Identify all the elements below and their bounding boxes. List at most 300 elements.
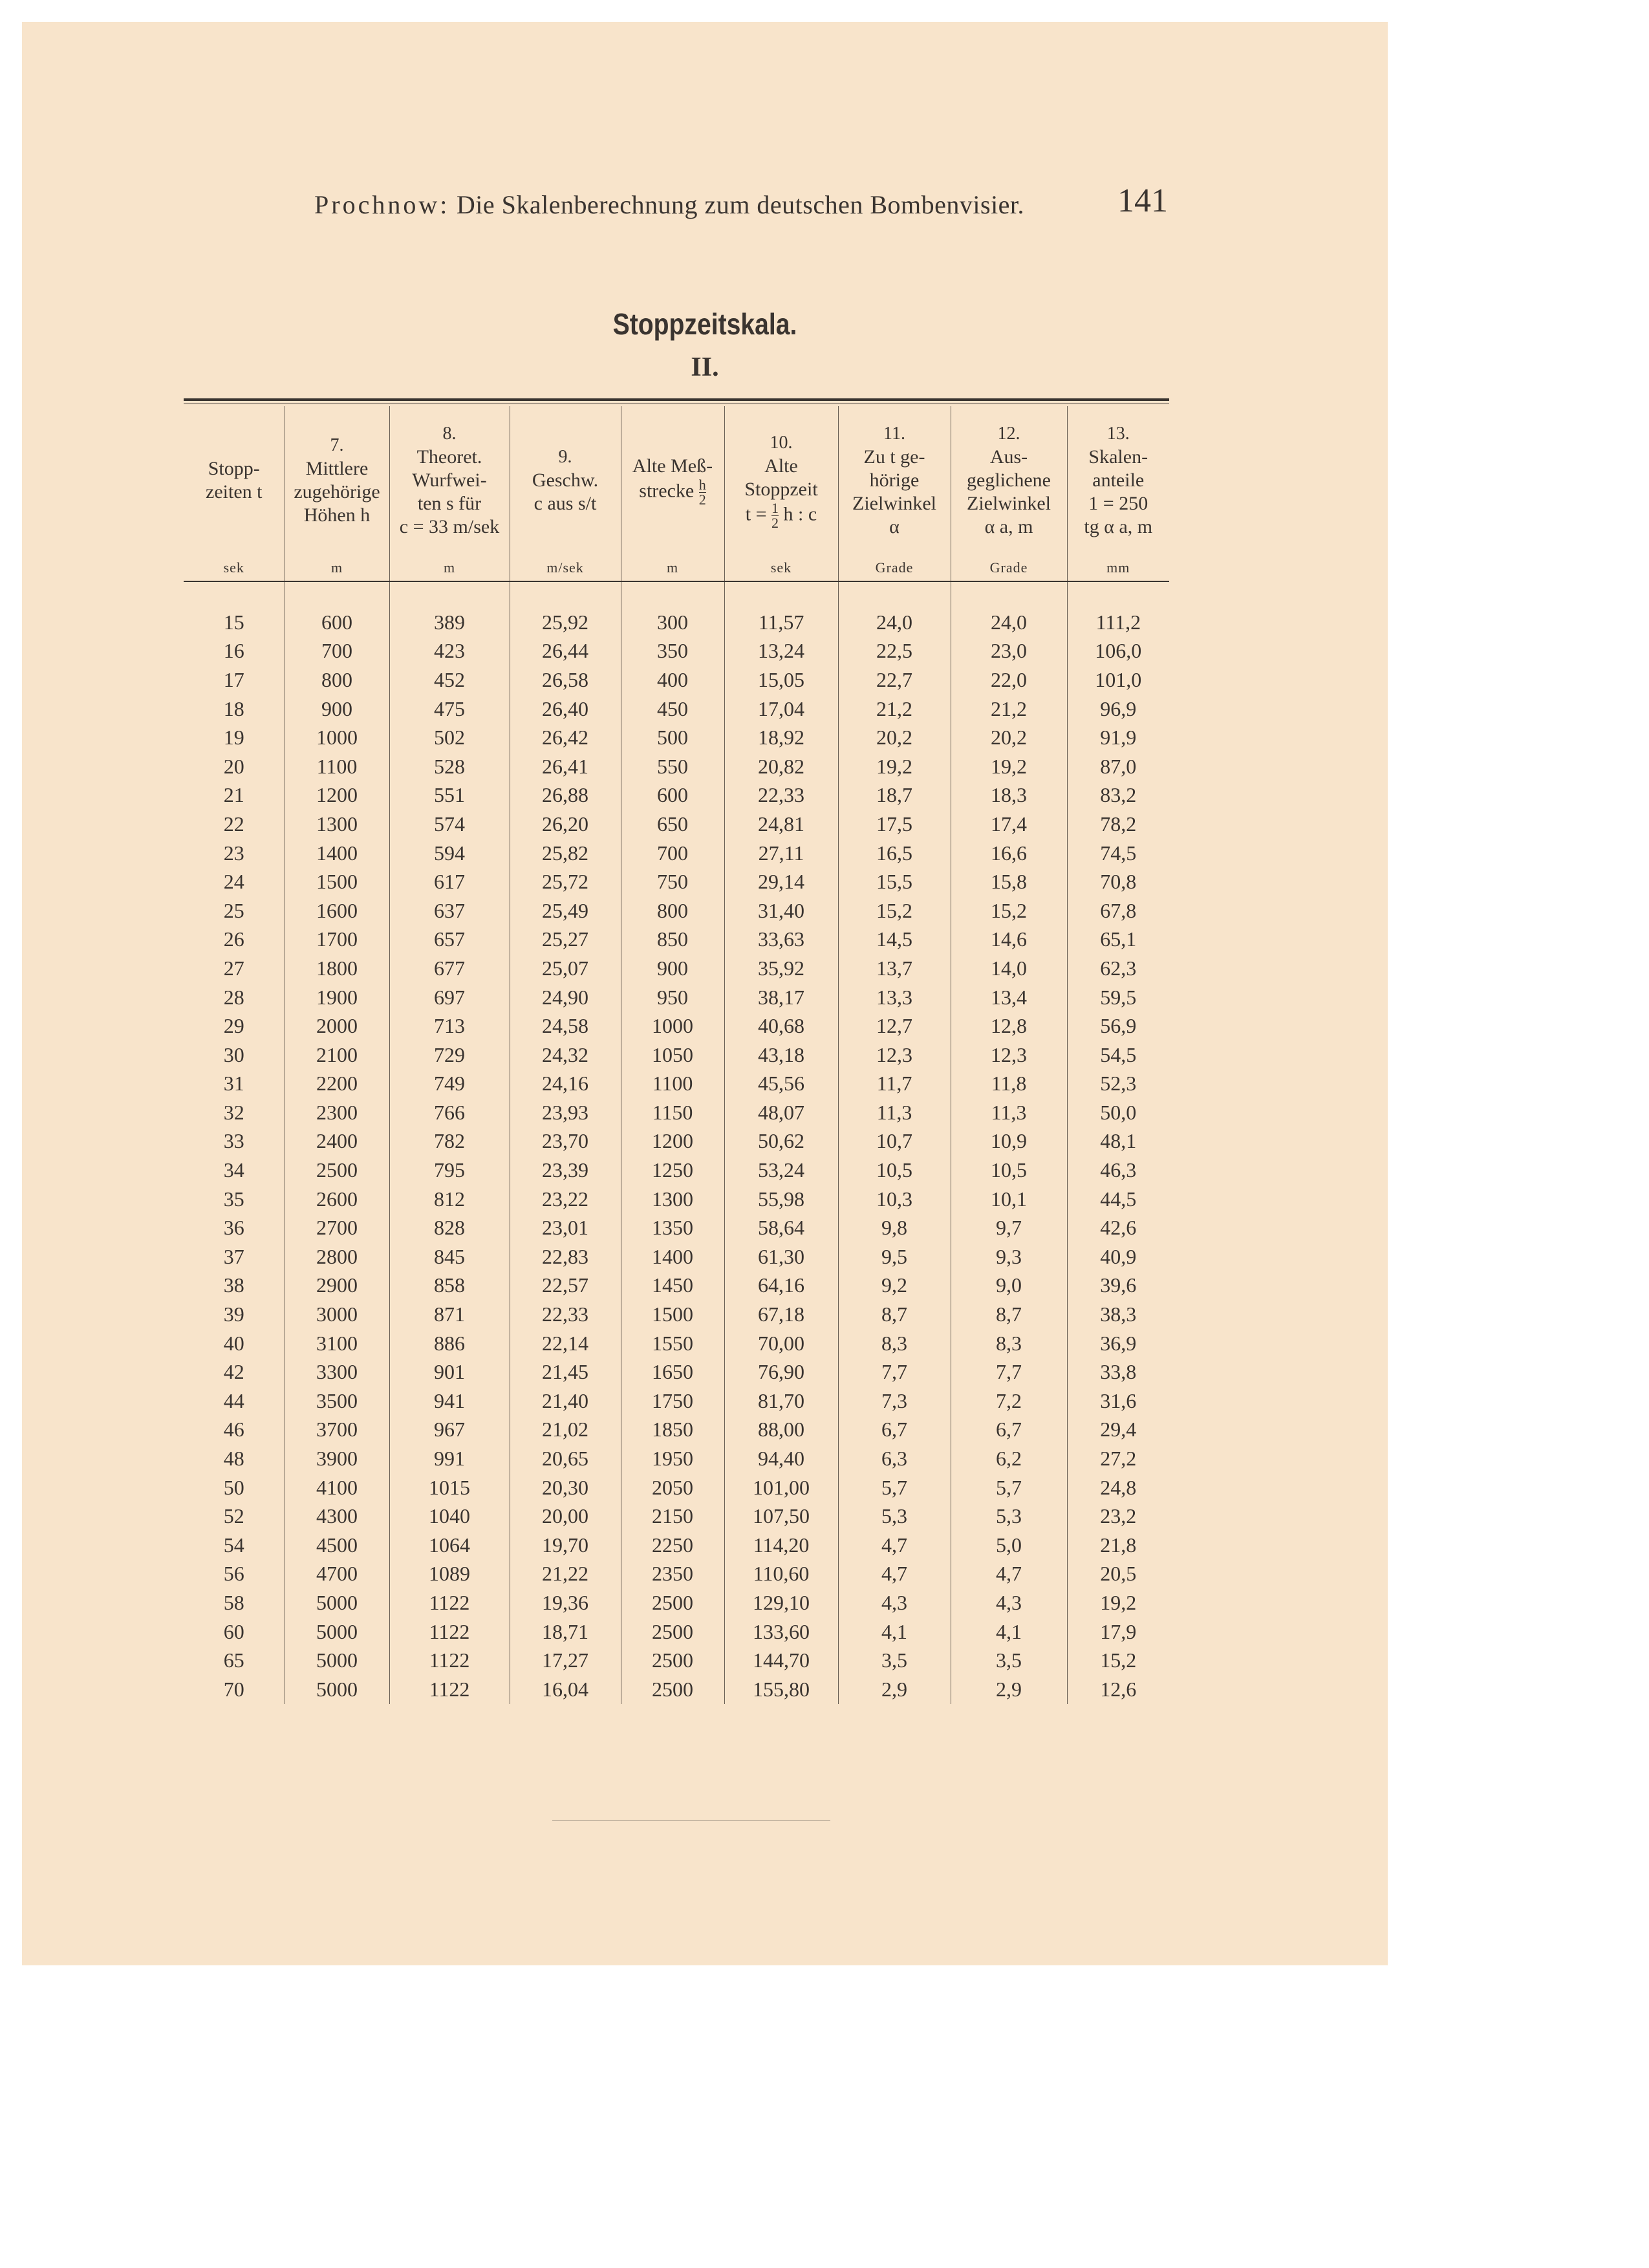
table-cell: 12,8 bbox=[951, 1011, 1067, 1041]
table-cell: 18,7 bbox=[838, 781, 951, 810]
table-cell: 13,4 bbox=[951, 983, 1067, 1012]
table-cell: 574 bbox=[389, 810, 510, 839]
table-cell: 17,9 bbox=[1067, 1617, 1169, 1647]
table-cell: 3000 bbox=[285, 1300, 389, 1329]
table-cell: 2500 bbox=[621, 1588, 724, 1617]
table-cell: 76,90 bbox=[724, 1357, 838, 1387]
table-cell: 20,2 bbox=[951, 723, 1067, 752]
table-cell: 26,88 bbox=[510, 781, 621, 810]
table-row bbox=[184, 695, 1169, 724]
table-cell: 1550 bbox=[621, 1329, 724, 1358]
table-cell: 3100 bbox=[285, 1329, 389, 1358]
table-cell: 29,14 bbox=[724, 867, 838, 896]
table-cell: 766 bbox=[389, 1098, 510, 1127]
unit-cell: sek bbox=[184, 555, 285, 581]
table-cell: 13,3 bbox=[838, 983, 951, 1012]
table-cell: 2050 bbox=[621, 1473, 724, 1502]
table-cell: 24,0 bbox=[838, 581, 951, 637]
table-cell: 2150 bbox=[621, 1502, 724, 1531]
table-cell: 24,81 bbox=[724, 810, 838, 839]
table-cell: 1122 bbox=[389, 1617, 510, 1647]
table-cell: 37 bbox=[223, 1244, 244, 1268]
table-cell: 15,2 bbox=[838, 896, 951, 925]
table-cell: 22,0 bbox=[951, 665, 1067, 695]
table-cell: 25 bbox=[223, 898, 244, 922]
table-cell: 700 bbox=[285, 637, 389, 666]
table-cell: 40 bbox=[223, 1331, 244, 1355]
table-cell: 58,64 bbox=[724, 1213, 838, 1242]
table-cell: 20,65 bbox=[510, 1444, 621, 1473]
table-cell: 50,0 bbox=[1067, 1098, 1169, 1127]
table-cell: 11,57 bbox=[724, 581, 838, 637]
table-cell: 1250 bbox=[621, 1156, 724, 1185]
table-cell: 35 bbox=[223, 1187, 244, 1211]
table-row bbox=[184, 1271, 1169, 1301]
table-cell: 8,7 bbox=[951, 1300, 1067, 1329]
table-cell: 12,3 bbox=[951, 1041, 1067, 1070]
table-row bbox=[184, 1041, 1169, 1070]
table-row bbox=[184, 925, 1169, 955]
table-cell: 1150 bbox=[621, 1098, 724, 1127]
table-cell: 83,2 bbox=[1067, 781, 1169, 810]
table-cell: 1600 bbox=[285, 896, 389, 925]
table-cell: 2350 bbox=[621, 1560, 724, 1589]
table-cell: 22 bbox=[223, 812, 244, 836]
table-cell: 54 bbox=[223, 1533, 244, 1557]
table-cell: 1500 bbox=[621, 1300, 724, 1329]
table-cell: 400 bbox=[621, 665, 724, 695]
table-cell: 7,2 bbox=[951, 1387, 1067, 1416]
table-cell: 1500 bbox=[285, 867, 389, 896]
table-cell: 101,00 bbox=[724, 1473, 838, 1502]
table-cell: 9,0 bbox=[951, 1271, 1067, 1301]
table-cell: 15 bbox=[223, 610, 244, 634]
table-cell: 1064 bbox=[389, 1531, 510, 1560]
table-cell: 3,5 bbox=[838, 1646, 951, 1675]
table-cell: 31,6 bbox=[1067, 1387, 1169, 1416]
table-cell: 19 bbox=[223, 726, 244, 750]
table-cell: 1450 bbox=[621, 1271, 724, 1301]
table-cell: 114,20 bbox=[724, 1531, 838, 1560]
table-cell: 3500 bbox=[285, 1387, 389, 1416]
table-cell: 39 bbox=[223, 1302, 244, 1326]
table-cell: 7,7 bbox=[838, 1357, 951, 1387]
table-cell: 1050 bbox=[621, 1041, 724, 1070]
table-cell: 1200 bbox=[621, 1127, 724, 1156]
table-cell: 21,8 bbox=[1067, 1531, 1169, 1560]
table-cell: 1200 bbox=[285, 781, 389, 810]
table-cell: 1000 bbox=[621, 1011, 724, 1041]
stoppzeit-table bbox=[184, 406, 1169, 1704]
table-cell: 67,18 bbox=[724, 1300, 838, 1329]
table-cell: 24,8 bbox=[1067, 1473, 1169, 1502]
table-cell: 21 bbox=[223, 783, 244, 807]
table-cell: 33 bbox=[223, 1129, 244, 1153]
table-cell: 11,3 bbox=[838, 1098, 951, 1127]
table-cell: 70,8 bbox=[1067, 867, 1169, 896]
table-cell: 91,9 bbox=[1067, 723, 1169, 752]
table-cell: 26,44 bbox=[510, 637, 621, 666]
table-cell: 9,7 bbox=[951, 1213, 1067, 1242]
table-cell: 23,93 bbox=[510, 1098, 621, 1127]
table-cell: 1800 bbox=[285, 954, 389, 983]
table-cell: 886 bbox=[389, 1329, 510, 1358]
table-row bbox=[184, 1416, 1169, 1445]
table-cell: 967 bbox=[389, 1416, 510, 1445]
table-cell: 4300 bbox=[285, 1502, 389, 1531]
table-cell: 28 bbox=[223, 985, 244, 1009]
table-cell: 21,2 bbox=[838, 695, 951, 724]
table-cell: 38 bbox=[223, 1273, 244, 1297]
table-cell: 65,1 bbox=[1067, 925, 1169, 955]
table-cell: 21,45 bbox=[510, 1357, 621, 1387]
table-cell: 36,9 bbox=[1067, 1329, 1169, 1358]
table-cell: 10,5 bbox=[951, 1156, 1067, 1185]
table-cell: 13,7 bbox=[838, 954, 951, 983]
table-cell: 2000 bbox=[285, 1011, 389, 1041]
table-cell: 48,07 bbox=[724, 1098, 838, 1127]
book-page bbox=[22, 22, 1388, 1965]
table-row bbox=[184, 1675, 1169, 1704]
table-cell: 20 bbox=[223, 754, 244, 778]
table-cell: 4700 bbox=[285, 1560, 389, 1589]
table-cell: 44 bbox=[223, 1388, 244, 1412]
table-row bbox=[184, 1357, 1169, 1387]
table-cell: 5000 bbox=[285, 1675, 389, 1704]
table-cell: 88,00 bbox=[724, 1416, 838, 1445]
table-cell: 1400 bbox=[621, 1242, 724, 1271]
table-row bbox=[184, 1387, 1169, 1416]
table-cell: 14,5 bbox=[838, 925, 951, 955]
table-row bbox=[184, 1098, 1169, 1127]
table-cell: 9,8 bbox=[838, 1213, 951, 1242]
table-cell: 8,3 bbox=[951, 1329, 1067, 1358]
table-cell: 74,5 bbox=[1067, 839, 1169, 868]
table-row bbox=[184, 867, 1169, 896]
col-header-stoppzeiten: Stopp- zeiten t bbox=[206, 458, 263, 502]
table-cell: 2700 bbox=[285, 1213, 389, 1242]
table-row bbox=[184, 665, 1169, 695]
table-cell: 550 bbox=[621, 752, 724, 781]
table-cell: 800 bbox=[621, 896, 724, 925]
table-cell: 38,3 bbox=[1067, 1300, 1169, 1329]
table-cell: 15,8 bbox=[951, 867, 1067, 896]
table-cell: 1015 bbox=[389, 1473, 510, 1502]
table-cell: 106,0 bbox=[1067, 637, 1169, 666]
table-cell: 10,1 bbox=[951, 1185, 1067, 1214]
table-cell: 795 bbox=[389, 1156, 510, 1185]
table-cell: 828 bbox=[389, 1213, 510, 1242]
table-cell: 4,7 bbox=[838, 1531, 951, 1560]
table-cell: 7,3 bbox=[838, 1387, 951, 1416]
table-body bbox=[184, 581, 1169, 1704]
unit-cell: m/sek bbox=[510, 555, 621, 581]
table-cell: 70 bbox=[223, 1677, 244, 1701]
table-cell: 713 bbox=[389, 1011, 510, 1041]
table-cell: 3300 bbox=[285, 1357, 389, 1387]
table-cell: 25,07 bbox=[510, 954, 621, 983]
table-cell: 450 bbox=[621, 695, 724, 724]
table-cell: 22,83 bbox=[510, 1242, 621, 1271]
table-cell: 29,4 bbox=[1067, 1416, 1169, 1445]
table-cell: 452 bbox=[389, 665, 510, 695]
table-cell: 1122 bbox=[389, 1588, 510, 1617]
col-header-messstrecke: Alte Meß- strecke $\frac{h}{2}$ bbox=[621, 406, 724, 555]
table-cell: 9,2 bbox=[838, 1271, 951, 1301]
table-cell: 21,22 bbox=[510, 1560, 621, 1589]
table-cell: 901 bbox=[389, 1357, 510, 1387]
unit-row bbox=[184, 555, 1169, 581]
table-cell: 1100 bbox=[285, 752, 389, 781]
table-cell: 12,6 bbox=[1067, 1675, 1169, 1704]
table-cell: 50 bbox=[223, 1475, 244, 1499]
table-cell: 657 bbox=[389, 925, 510, 955]
table-cell: 2800 bbox=[285, 1242, 389, 1271]
table-row bbox=[184, 1185, 1169, 1214]
table-cell: 55,98 bbox=[724, 1185, 838, 1214]
table-cell: 950 bbox=[621, 983, 724, 1012]
table-cell: 26,58 bbox=[510, 665, 621, 695]
table-cell: 15,2 bbox=[951, 896, 1067, 925]
table-cell: 54,5 bbox=[1067, 1041, 1169, 1070]
table-cell: 15,2 bbox=[1067, 1646, 1169, 1675]
table-cell: 423 bbox=[389, 637, 510, 666]
table-cell: 58 bbox=[223, 1590, 244, 1614]
table-cell: 4,3 bbox=[951, 1588, 1067, 1617]
table-cell: 26 bbox=[223, 927, 244, 951]
table-cell: 11,3 bbox=[951, 1098, 1067, 1127]
table-cell: 1950 bbox=[621, 1444, 724, 1473]
col-header-skalenanteile: 13. Skalen- anteile 1 = 250 tg α a, m bbox=[1067, 406, 1169, 555]
table-cell: 1000 bbox=[285, 723, 389, 752]
table-row bbox=[184, 1646, 1169, 1675]
table-cell: 78,2 bbox=[1067, 810, 1169, 839]
table-cell: 21,40 bbox=[510, 1387, 621, 1416]
table-cell: 782 bbox=[389, 1127, 510, 1156]
col-header-hoehen: 7. Mittlere zugehörige Höhen h bbox=[285, 406, 389, 555]
table-cell: 5000 bbox=[285, 1588, 389, 1617]
table-cell: 33,63 bbox=[724, 925, 838, 955]
table-cell: 25,92 bbox=[510, 581, 621, 637]
table-cell: 15,05 bbox=[724, 665, 838, 695]
table-cell: 594 bbox=[389, 839, 510, 868]
table-cell: 19,36 bbox=[510, 1588, 621, 1617]
table-cell: 1040 bbox=[389, 1502, 510, 1531]
table-cell: 53,24 bbox=[724, 1156, 838, 1185]
table-cell: 12,7 bbox=[838, 1011, 951, 1041]
table-cell: 6,2 bbox=[951, 1444, 1067, 1473]
table-row bbox=[184, 1329, 1169, 1358]
table-cell: 32 bbox=[223, 1100, 244, 1124]
table-cell: 44,5 bbox=[1067, 1185, 1169, 1214]
table-cell: 23,01 bbox=[510, 1213, 621, 1242]
table-cell: 20,82 bbox=[724, 752, 838, 781]
table-cell: 27,11 bbox=[724, 839, 838, 868]
table-cell: 46,3 bbox=[1067, 1156, 1169, 1185]
table-cell: 24,16 bbox=[510, 1070, 621, 1099]
table-cell: 749 bbox=[389, 1070, 510, 1099]
table-cell: 23 bbox=[223, 841, 244, 865]
table-cell: 38,17 bbox=[724, 983, 838, 1012]
table-cell: 110,60 bbox=[724, 1560, 838, 1589]
page-number: 141 bbox=[1117, 182, 1168, 219]
table-cell: 59,5 bbox=[1067, 983, 1169, 1012]
table-cell: 17,27 bbox=[510, 1646, 621, 1675]
table-cell: 5000 bbox=[285, 1646, 389, 1675]
table-cell: 2400 bbox=[285, 1127, 389, 1156]
author-name: Prochnow: bbox=[314, 190, 450, 219]
table-cell: 900 bbox=[621, 954, 724, 983]
col-header-alte-stoppzeit: 10. Alte Stoppzeit t = $\frac{1}{2}$ h : c bbox=[724, 406, 838, 555]
table-cell: 1122 bbox=[389, 1646, 510, 1675]
table-cell: 637 bbox=[389, 896, 510, 925]
table-cell: 129,10 bbox=[724, 1588, 838, 1617]
table-cell: 4,7 bbox=[951, 1560, 1067, 1589]
table-row bbox=[184, 1531, 1169, 1560]
table-cell: 60 bbox=[223, 1619, 244, 1643]
table-cell: 11,8 bbox=[951, 1070, 1067, 1099]
table-cell: 48 bbox=[223, 1447, 244, 1471]
table-row bbox=[184, 954, 1169, 983]
table-cell: 21,02 bbox=[510, 1416, 621, 1445]
table-cell: 15,5 bbox=[838, 867, 951, 896]
table-row bbox=[184, 983, 1169, 1012]
table-cell: 2100 bbox=[285, 1041, 389, 1070]
table-cell: 56 bbox=[223, 1562, 244, 1586]
table-cell: 20,30 bbox=[510, 1473, 621, 1502]
table-cell: 2250 bbox=[621, 1531, 724, 1560]
table-cell: 5,0 bbox=[951, 1531, 1067, 1560]
table-row bbox=[184, 1617, 1169, 1647]
table-cell: 6,7 bbox=[838, 1416, 951, 1445]
unit-cell: Grade bbox=[951, 555, 1067, 581]
table-cell: 2500 bbox=[621, 1646, 724, 1675]
table-title: Stoppzeitskala. bbox=[612, 307, 797, 341]
table-cell: 1900 bbox=[285, 983, 389, 1012]
table-cell: 812 bbox=[389, 1185, 510, 1214]
table-cell: 8,3 bbox=[838, 1329, 951, 1358]
table-cell: 52 bbox=[223, 1504, 244, 1528]
table-cell: 700 bbox=[621, 839, 724, 868]
table-row bbox=[184, 1300, 1169, 1329]
table-cell: 111,2 bbox=[1067, 581, 1169, 637]
table-row bbox=[184, 839, 1169, 868]
table-cell: 19,2 bbox=[1067, 1588, 1169, 1617]
table-cell: 750 bbox=[621, 867, 724, 896]
table-cell: 36 bbox=[223, 1216, 244, 1240]
running-header bbox=[314, 182, 1168, 227]
table-row bbox=[184, 581, 1169, 637]
table-cell: 1700 bbox=[285, 925, 389, 955]
table-cell: 81,70 bbox=[724, 1387, 838, 1416]
table-cell: 2500 bbox=[621, 1675, 724, 1704]
table-cell: 19,2 bbox=[838, 752, 951, 781]
table-cell: 900 bbox=[285, 695, 389, 724]
table-cell: 40,9 bbox=[1067, 1242, 1169, 1271]
table-row bbox=[184, 1011, 1169, 1041]
table-row bbox=[184, 1127, 1169, 1156]
table-cell: 94,40 bbox=[724, 1444, 838, 1473]
table-cell: 17,5 bbox=[838, 810, 951, 839]
fraction-one-half: $\frac{1}{2}$ bbox=[771, 499, 779, 531]
table-cell: 1350 bbox=[621, 1213, 724, 1242]
table-cell: 70,00 bbox=[724, 1329, 838, 1358]
table-cell: 19,70 bbox=[510, 1531, 621, 1560]
table-cell: 18,92 bbox=[724, 723, 838, 752]
table-cell: 1300 bbox=[285, 810, 389, 839]
table-cell: 24,58 bbox=[510, 1011, 621, 1041]
table-cell: 10,9 bbox=[951, 1127, 1067, 1156]
table-cell: 42 bbox=[223, 1360, 244, 1384]
table-cell: 25,82 bbox=[510, 839, 621, 868]
table-cell: 12,3 bbox=[838, 1041, 951, 1070]
table-cell: 845 bbox=[389, 1242, 510, 1271]
table-cell: 22,7 bbox=[838, 665, 951, 695]
table-cell: 10,7 bbox=[838, 1127, 951, 1156]
table-cell: 1100 bbox=[621, 1070, 724, 1099]
table-cell: 10,3 bbox=[838, 1185, 951, 1214]
table-cell: 26,42 bbox=[510, 723, 621, 752]
article-title: Die Skalenberechnung zum deutschen Bombenvisier. bbox=[456, 190, 1025, 219]
table-cell: 17 bbox=[223, 667, 244, 691]
table-cell: 3,5 bbox=[951, 1646, 1067, 1675]
table-cell: 23,22 bbox=[510, 1185, 621, 1214]
table-cell: 45,56 bbox=[724, 1070, 838, 1099]
table-cell: 29 bbox=[223, 1014, 244, 1038]
table-cell: 3900 bbox=[285, 1444, 389, 1473]
table-row bbox=[184, 896, 1169, 925]
table-cell: 800 bbox=[285, 665, 389, 695]
table-cell: 4500 bbox=[285, 1531, 389, 1560]
table-row bbox=[184, 810, 1169, 839]
table-cell: 5,7 bbox=[838, 1473, 951, 1502]
table-cell: 27,2 bbox=[1067, 1444, 1169, 1473]
table-cell: 697 bbox=[389, 983, 510, 1012]
table-cell: 24,32 bbox=[510, 1041, 621, 1070]
table-cell: 16,5 bbox=[838, 839, 951, 868]
table-cell: 4100 bbox=[285, 1473, 389, 1502]
unit-cell: m bbox=[621, 555, 724, 581]
table-cell: 101,0 bbox=[1067, 665, 1169, 695]
table-cell: 24,90 bbox=[510, 983, 621, 1012]
table-cell: 31 bbox=[223, 1072, 244, 1096]
table-cell: 18 bbox=[223, 697, 244, 720]
table-cell: 1750 bbox=[621, 1387, 724, 1416]
table-cell: 25,49 bbox=[510, 896, 621, 925]
table-cell: 475 bbox=[389, 695, 510, 724]
table-cell: 22,5 bbox=[838, 637, 951, 666]
table-cell: 650 bbox=[621, 810, 724, 839]
bottom-rule bbox=[552, 1820, 830, 1821]
table-cell: 11,7 bbox=[838, 1070, 951, 1099]
table-cell: 4,7 bbox=[838, 1560, 951, 1589]
table-cell: 600 bbox=[621, 781, 724, 810]
table-cell: 24,0 bbox=[951, 581, 1067, 637]
table-cell: 24 bbox=[223, 870, 244, 894]
table-cell: 9,3 bbox=[951, 1242, 1067, 1271]
unit-cell: Grade bbox=[838, 555, 951, 581]
table-cell: 39,6 bbox=[1067, 1271, 1169, 1301]
table-row bbox=[184, 1473, 1169, 1502]
fraction-h-over-2: $\frac{h}{2}$ bbox=[698, 476, 706, 508]
table-cell: 8,7 bbox=[838, 1300, 951, 1329]
table-cell: 13,24 bbox=[724, 637, 838, 666]
table-cell: 5,3 bbox=[838, 1502, 951, 1531]
table-cell: 144,70 bbox=[724, 1646, 838, 1675]
table-cell: 16,04 bbox=[510, 1675, 621, 1704]
table-cell: 1400 bbox=[285, 839, 389, 868]
table-cell: 600 bbox=[285, 581, 389, 637]
